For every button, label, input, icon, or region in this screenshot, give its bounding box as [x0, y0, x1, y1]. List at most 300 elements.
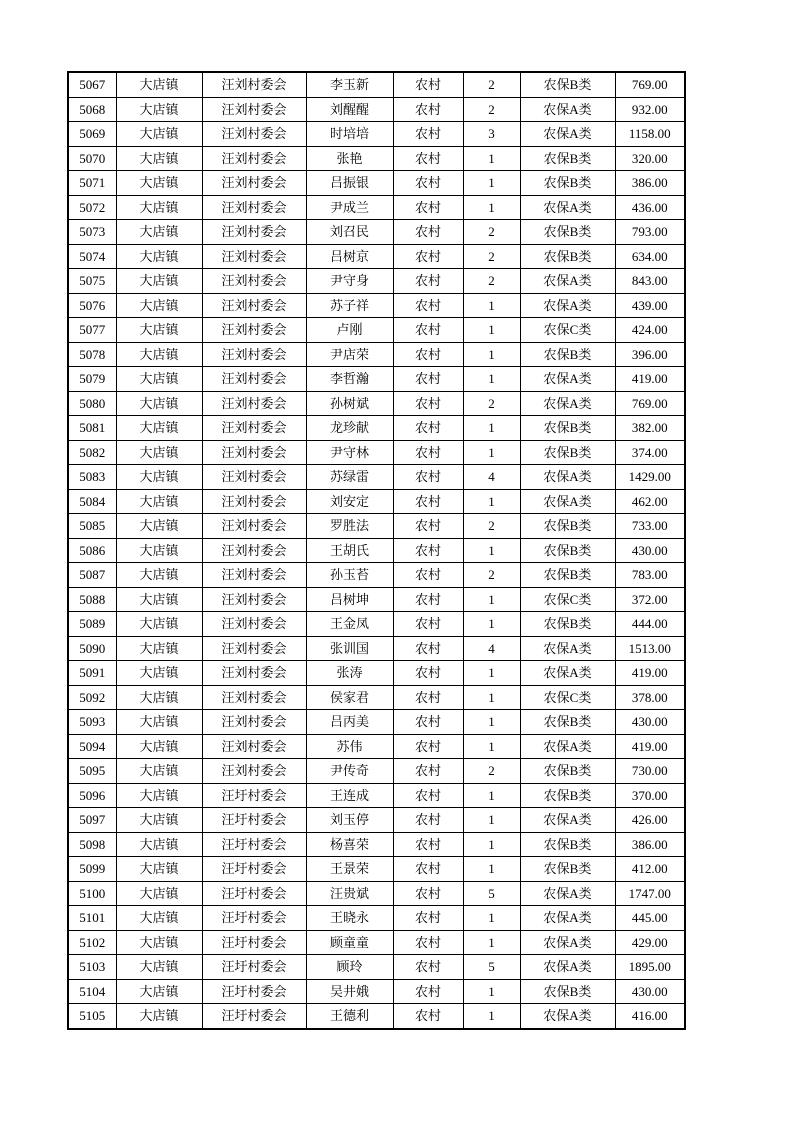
cell-residence-type: 农村	[393, 906, 463, 931]
cell-person-name: 苏子祥	[306, 293, 393, 318]
table-row	[68, 563, 685, 588]
cell-residence-type: 农村	[393, 465, 463, 490]
table-row	[68, 538, 685, 563]
cell-person-name: 吕丙美	[306, 710, 393, 735]
cell-serial-number: 5086	[68, 538, 116, 563]
cell-person-name: 刘安定	[306, 489, 393, 514]
cell-amount: 370.00	[615, 783, 685, 808]
cell-residence-type: 农村	[393, 391, 463, 416]
cell-residence-type: 农村	[393, 881, 463, 906]
cell-amount: 730.00	[615, 759, 685, 784]
cell-residence-type: 农村	[393, 318, 463, 343]
cell-village-committee: 汪刘村委会	[202, 391, 306, 416]
table-row	[68, 244, 685, 269]
cell-person-name: 卢刚	[306, 318, 393, 343]
cell-serial-number: 5102	[68, 930, 116, 955]
table-row	[68, 489, 685, 514]
cell-insurance-category: 农保A类	[520, 636, 615, 661]
benefit-roster-table	[67, 71, 686, 1030]
cell-person-count: 1	[463, 979, 520, 1004]
cell-amount: 733.00	[615, 514, 685, 539]
cell-insurance-category: 农保B类	[520, 832, 615, 857]
cell-person-name: 吕振银	[306, 171, 393, 196]
cell-village-committee: 汪刘村委会	[202, 416, 306, 441]
cell-village-committee: 汪圩村委会	[202, 955, 306, 980]
cell-residence-type: 农村	[393, 244, 463, 269]
cell-person-name: 王景荣	[306, 857, 393, 882]
cell-person-count: 2	[463, 514, 520, 539]
cell-village-committee: 汪圩村委会	[202, 906, 306, 931]
cell-town: 大店镇	[116, 171, 202, 196]
cell-residence-type: 农村	[393, 955, 463, 980]
cell-residence-type: 农村	[393, 514, 463, 539]
cell-village-committee: 汪刘村委会	[202, 440, 306, 465]
table-row	[68, 906, 685, 931]
cell-serial-number: 5100	[68, 881, 116, 906]
cell-amount: 439.00	[615, 293, 685, 318]
cell-residence-type: 农村	[393, 122, 463, 147]
cell-person-name: 张训国	[306, 636, 393, 661]
cell-person-count: 2	[463, 391, 520, 416]
cell-village-committee: 汪刘村委会	[202, 587, 306, 612]
cell-amount: 372.00	[615, 587, 685, 612]
cell-residence-type: 农村	[393, 759, 463, 784]
cell-serial-number: 5076	[68, 293, 116, 318]
cell-serial-number: 5075	[68, 269, 116, 294]
cell-insurance-category: 农保B类	[520, 783, 615, 808]
cell-residence-type: 农村	[393, 734, 463, 759]
cell-person-count: 3	[463, 122, 520, 147]
cell-insurance-category: 农保C类	[520, 587, 615, 612]
cell-serial-number: 5105	[68, 1004, 116, 1029]
table-row	[68, 269, 685, 294]
cell-village-committee: 汪刘村委会	[202, 342, 306, 367]
cell-person-name: 杨喜荣	[306, 832, 393, 857]
cell-residence-type: 农村	[393, 783, 463, 808]
cell-insurance-category: 农保A类	[520, 391, 615, 416]
cell-town: 大店镇	[116, 97, 202, 122]
cell-village-committee: 汪刘村委会	[202, 293, 306, 318]
cell-residence-type: 农村	[393, 612, 463, 637]
table-row	[68, 587, 685, 612]
cell-town: 大店镇	[116, 122, 202, 147]
cell-person-count: 1	[463, 808, 520, 833]
cell-residence-type: 农村	[393, 220, 463, 245]
table-body	[68, 72, 685, 1029]
cell-serial-number: 5077	[68, 318, 116, 343]
cell-person-name: 李哲瀚	[306, 367, 393, 392]
cell-insurance-category: 农保A类	[520, 293, 615, 318]
cell-amount: 783.00	[615, 563, 685, 588]
cell-residence-type: 农村	[393, 808, 463, 833]
cell-person-count: 4	[463, 636, 520, 661]
cell-serial-number: 5068	[68, 97, 116, 122]
cell-residence-type: 农村	[393, 538, 463, 563]
cell-village-committee: 汪圩村委会	[202, 1004, 306, 1029]
cell-insurance-category: 农保A类	[520, 955, 615, 980]
cell-residence-type: 农村	[393, 440, 463, 465]
cell-amount: 1429.00	[615, 465, 685, 490]
cell-amount: 419.00	[615, 367, 685, 392]
table-row	[68, 930, 685, 955]
cell-insurance-category: 农保A类	[520, 122, 615, 147]
cell-amount: 843.00	[615, 269, 685, 294]
table-row	[68, 293, 685, 318]
cell-town: 大店镇	[116, 391, 202, 416]
cell-person-name: 王德利	[306, 1004, 393, 1029]
cell-residence-type: 农村	[393, 563, 463, 588]
cell-person-count: 1	[463, 171, 520, 196]
table-row	[68, 391, 685, 416]
cell-town: 大店镇	[116, 72, 202, 97]
cell-insurance-category: 农保A类	[520, 489, 615, 514]
cell-town: 大店镇	[116, 1004, 202, 1029]
cell-amount: 1747.00	[615, 881, 685, 906]
cell-amount: 430.00	[615, 979, 685, 1004]
cell-amount: 462.00	[615, 489, 685, 514]
cell-amount: 429.00	[615, 930, 685, 955]
cell-serial-number: 5079	[68, 367, 116, 392]
cell-person-name: 尹守林	[306, 440, 393, 465]
cell-village-committee: 汪刘村委会	[202, 171, 306, 196]
cell-serial-number: 5073	[68, 220, 116, 245]
cell-person-count: 1	[463, 440, 520, 465]
cell-insurance-category: 农保A类	[520, 661, 615, 686]
cell-person-count: 2	[463, 759, 520, 784]
cell-village-committee: 汪刘村委会	[202, 97, 306, 122]
cell-person-name: 尹成兰	[306, 195, 393, 220]
cell-serial-number: 5090	[68, 636, 116, 661]
cell-serial-number: 5087	[68, 563, 116, 588]
cell-town: 大店镇	[116, 930, 202, 955]
cell-residence-type: 农村	[393, 489, 463, 514]
cell-serial-number: 5082	[68, 440, 116, 465]
cell-residence-type: 农村	[393, 97, 463, 122]
cell-amount: 1895.00	[615, 955, 685, 980]
cell-serial-number: 5089	[68, 612, 116, 637]
cell-insurance-category: 农保B类	[520, 612, 615, 637]
cell-town: 大店镇	[116, 857, 202, 882]
cell-amount: 932.00	[615, 97, 685, 122]
cell-village-committee: 汪刘村委会	[202, 489, 306, 514]
cell-insurance-category: 农保C类	[520, 318, 615, 343]
cell-village-committee: 汪刘村委会	[202, 465, 306, 490]
cell-person-count: 1	[463, 416, 520, 441]
cell-residence-type: 农村	[393, 269, 463, 294]
cell-amount: 320.00	[615, 146, 685, 171]
cell-serial-number: 5083	[68, 465, 116, 490]
cell-person-name: 吕树坤	[306, 587, 393, 612]
cell-town: 大店镇	[116, 514, 202, 539]
cell-village-committee: 汪刘村委会	[202, 244, 306, 269]
cell-town: 大店镇	[116, 440, 202, 465]
cell-insurance-category: 农保B类	[520, 342, 615, 367]
cell-residence-type: 农村	[393, 171, 463, 196]
cell-person-name: 龙珍献	[306, 416, 393, 441]
cell-person-count: 1	[463, 489, 520, 514]
cell-town: 大店镇	[116, 979, 202, 1004]
cell-person-count: 1	[463, 734, 520, 759]
cell-serial-number: 5094	[68, 734, 116, 759]
cell-insurance-category: 农保A类	[520, 881, 615, 906]
cell-residence-type: 农村	[393, 979, 463, 1004]
cell-village-committee: 汪圩村委会	[202, 783, 306, 808]
cell-person-name: 王晓永	[306, 906, 393, 931]
cell-residence-type: 农村	[393, 146, 463, 171]
table-row	[68, 832, 685, 857]
cell-person-name: 尹守身	[306, 269, 393, 294]
cell-person-name: 王胡氏	[306, 538, 393, 563]
cell-person-count: 1	[463, 906, 520, 931]
table-row	[68, 1004, 685, 1029]
cell-residence-type: 农村	[393, 636, 463, 661]
cell-residence-type: 农村	[393, 710, 463, 735]
table-row	[68, 440, 685, 465]
cell-person-name: 李玉新	[306, 72, 393, 97]
cell-insurance-category: 农保B类	[520, 220, 615, 245]
table-row	[68, 857, 685, 882]
cell-amount: 1513.00	[615, 636, 685, 661]
cell-town: 大店镇	[116, 783, 202, 808]
cell-town: 大店镇	[116, 661, 202, 686]
table-row	[68, 881, 685, 906]
cell-person-name: 王连成	[306, 783, 393, 808]
table-row	[68, 636, 685, 661]
table-row	[68, 685, 685, 710]
cell-serial-number: 5095	[68, 759, 116, 784]
cell-serial-number: 5099	[68, 857, 116, 882]
cell-town: 大店镇	[116, 832, 202, 857]
table-row	[68, 97, 685, 122]
cell-serial-number: 5069	[68, 122, 116, 147]
cell-person-name: 苏伟	[306, 734, 393, 759]
cell-amount: 386.00	[615, 832, 685, 857]
cell-amount: 386.00	[615, 171, 685, 196]
cell-town: 大店镇	[116, 906, 202, 931]
cell-insurance-category: 农保B类	[520, 416, 615, 441]
cell-person-name: 刘醒醒	[306, 97, 393, 122]
cell-serial-number: 5074	[68, 244, 116, 269]
cell-village-committee: 汪刘村委会	[202, 514, 306, 539]
cell-amount: 793.00	[615, 220, 685, 245]
cell-insurance-category: 农保A类	[520, 808, 615, 833]
table-row	[68, 146, 685, 171]
table-row	[68, 318, 685, 343]
cell-residence-type: 农村	[393, 1004, 463, 1029]
cell-person-count: 2	[463, 97, 520, 122]
cell-town: 大店镇	[116, 636, 202, 661]
cell-town: 大店镇	[116, 759, 202, 784]
cell-town: 大店镇	[116, 489, 202, 514]
table-row	[68, 979, 685, 1004]
cell-village-committee: 汪刘村委会	[202, 269, 306, 294]
table-row	[68, 416, 685, 441]
cell-amount: 416.00	[615, 1004, 685, 1029]
cell-village-committee: 汪圩村委会	[202, 979, 306, 1004]
cell-village-committee: 汪刘村委会	[202, 220, 306, 245]
cell-village-committee: 汪刘村委会	[202, 563, 306, 588]
cell-village-committee: 汪圩村委会	[202, 832, 306, 857]
cell-insurance-category: 农保A类	[520, 906, 615, 931]
cell-town: 大店镇	[116, 416, 202, 441]
cell-amount: 430.00	[615, 710, 685, 735]
cell-serial-number: 5071	[68, 171, 116, 196]
cell-residence-type: 农村	[393, 195, 463, 220]
cell-person-name: 王金凤	[306, 612, 393, 637]
cell-amount: 378.00	[615, 685, 685, 710]
cell-residence-type: 农村	[393, 930, 463, 955]
cell-town: 大店镇	[116, 538, 202, 563]
table-row	[68, 342, 685, 367]
cell-town: 大店镇	[116, 318, 202, 343]
cell-town: 大店镇	[116, 612, 202, 637]
cell-village-committee: 汪刘村委会	[202, 367, 306, 392]
cell-town: 大店镇	[116, 955, 202, 980]
cell-person-count: 1	[463, 832, 520, 857]
cell-town: 大店镇	[116, 881, 202, 906]
cell-residence-type: 农村	[393, 661, 463, 686]
cell-serial-number: 5085	[68, 514, 116, 539]
cell-person-count: 1	[463, 710, 520, 735]
cell-village-committee: 汪圩村委会	[202, 808, 306, 833]
cell-amount: 436.00	[615, 195, 685, 220]
cell-person-name: 刘召民	[306, 220, 393, 245]
cell-serial-number: 5067	[68, 72, 116, 97]
cell-residence-type: 农村	[393, 293, 463, 318]
cell-person-name: 顾玲	[306, 955, 393, 980]
cell-insurance-category: 农保B类	[520, 244, 615, 269]
cell-insurance-category: 农保A类	[520, 97, 615, 122]
cell-insurance-category: 农保A类	[520, 269, 615, 294]
cell-person-name: 刘玉停	[306, 808, 393, 833]
cell-person-name: 孙树斌	[306, 391, 393, 416]
cell-serial-number: 5072	[68, 195, 116, 220]
cell-village-committee: 汪刘村委会	[202, 195, 306, 220]
cell-village-committee: 汪刘村委会	[202, 759, 306, 784]
cell-town: 大店镇	[116, 465, 202, 490]
table-row	[68, 465, 685, 490]
cell-residence-type: 农村	[393, 587, 463, 612]
cell-amount: 769.00	[615, 391, 685, 416]
table-row	[68, 734, 685, 759]
cell-serial-number: 5097	[68, 808, 116, 833]
cell-village-committee: 汪刘村委会	[202, 734, 306, 759]
cell-town: 大店镇	[116, 220, 202, 245]
cell-amount: 444.00	[615, 612, 685, 637]
cell-person-name: 尹店荣	[306, 342, 393, 367]
cell-person-count: 1	[463, 293, 520, 318]
cell-insurance-category: 农保A类	[520, 367, 615, 392]
table-row	[68, 367, 685, 392]
cell-town: 大店镇	[116, 710, 202, 735]
cell-serial-number: 5070	[68, 146, 116, 171]
cell-residence-type: 农村	[393, 342, 463, 367]
cell-person-count: 1	[463, 685, 520, 710]
cell-village-committee: 汪圩村委会	[202, 881, 306, 906]
cell-person-count: 1	[463, 318, 520, 343]
cell-town: 大店镇	[116, 563, 202, 588]
cell-insurance-category: 农保A类	[520, 734, 615, 759]
cell-insurance-category: 农保B类	[520, 146, 615, 171]
cell-insurance-category: 农保A类	[520, 195, 615, 220]
cell-amount: 769.00	[615, 72, 685, 97]
cell-person-count: 1	[463, 195, 520, 220]
cell-town: 大店镇	[116, 195, 202, 220]
table-row	[68, 171, 685, 196]
cell-town: 大店镇	[116, 367, 202, 392]
cell-village-committee: 汪刘村委会	[202, 661, 306, 686]
cell-town: 大店镇	[116, 734, 202, 759]
cell-village-committee: 汪圩村委会	[202, 857, 306, 882]
cell-insurance-category: 农保B类	[520, 563, 615, 588]
cell-person-count: 1	[463, 661, 520, 686]
cell-amount: 374.00	[615, 440, 685, 465]
cell-village-committee: 汪刘村委会	[202, 318, 306, 343]
cell-village-committee: 汪刘村委会	[202, 72, 306, 97]
cell-town: 大店镇	[116, 293, 202, 318]
cell-town: 大店镇	[116, 244, 202, 269]
cell-insurance-category: 农保A类	[520, 1004, 615, 1029]
cell-insurance-category: 农保B类	[520, 514, 615, 539]
cell-amount: 382.00	[615, 416, 685, 441]
table-row	[68, 759, 685, 784]
cell-serial-number: 5080	[68, 391, 116, 416]
cell-residence-type: 农村	[393, 416, 463, 441]
cell-insurance-category: 农保B类	[520, 710, 615, 735]
cell-person-count: 1	[463, 857, 520, 882]
cell-village-committee: 汪刘村委会	[202, 538, 306, 563]
cell-town: 大店镇	[116, 808, 202, 833]
cell-village-committee: 汪刘村委会	[202, 685, 306, 710]
cell-person-name: 时培培	[306, 122, 393, 147]
cell-insurance-category: 农保B类	[520, 440, 615, 465]
cell-person-name: 尹传奇	[306, 759, 393, 784]
cell-person-count: 2	[463, 563, 520, 588]
table-row	[68, 612, 685, 637]
cell-insurance-category: 农保A类	[520, 930, 615, 955]
cell-residence-type: 农村	[393, 685, 463, 710]
cell-person-count: 2	[463, 72, 520, 97]
cell-insurance-category: 农保B类	[520, 759, 615, 784]
cell-serial-number: 5088	[68, 587, 116, 612]
cell-serial-number: 5092	[68, 685, 116, 710]
cell-person-name: 苏绿雷	[306, 465, 393, 490]
table-row	[68, 220, 685, 245]
cell-town: 大店镇	[116, 587, 202, 612]
cell-village-committee: 汪刘村委会	[202, 636, 306, 661]
cell-person-count: 5	[463, 881, 520, 906]
cell-person-name: 吕树京	[306, 244, 393, 269]
cell-town: 大店镇	[116, 146, 202, 171]
cell-village-committee: 汪刘村委会	[202, 122, 306, 147]
cell-insurance-category: 农保B类	[520, 979, 615, 1004]
cell-person-count: 1	[463, 1004, 520, 1029]
cell-serial-number: 5091	[68, 661, 116, 686]
cell-person-count: 5	[463, 955, 520, 980]
cell-town: 大店镇	[116, 269, 202, 294]
cell-insurance-category: 农保B类	[520, 538, 615, 563]
cell-serial-number: 5098	[68, 832, 116, 857]
cell-person-name: 孙玉苔	[306, 563, 393, 588]
table-row	[68, 195, 685, 220]
cell-village-committee: 汪刘村委会	[202, 612, 306, 637]
table-row	[68, 955, 685, 980]
cell-person-count: 1	[463, 783, 520, 808]
cell-person-count: 1	[463, 342, 520, 367]
cell-amount: 1158.00	[615, 122, 685, 147]
cell-person-name: 汪贵斌	[306, 881, 393, 906]
cell-person-count: 1	[463, 538, 520, 563]
